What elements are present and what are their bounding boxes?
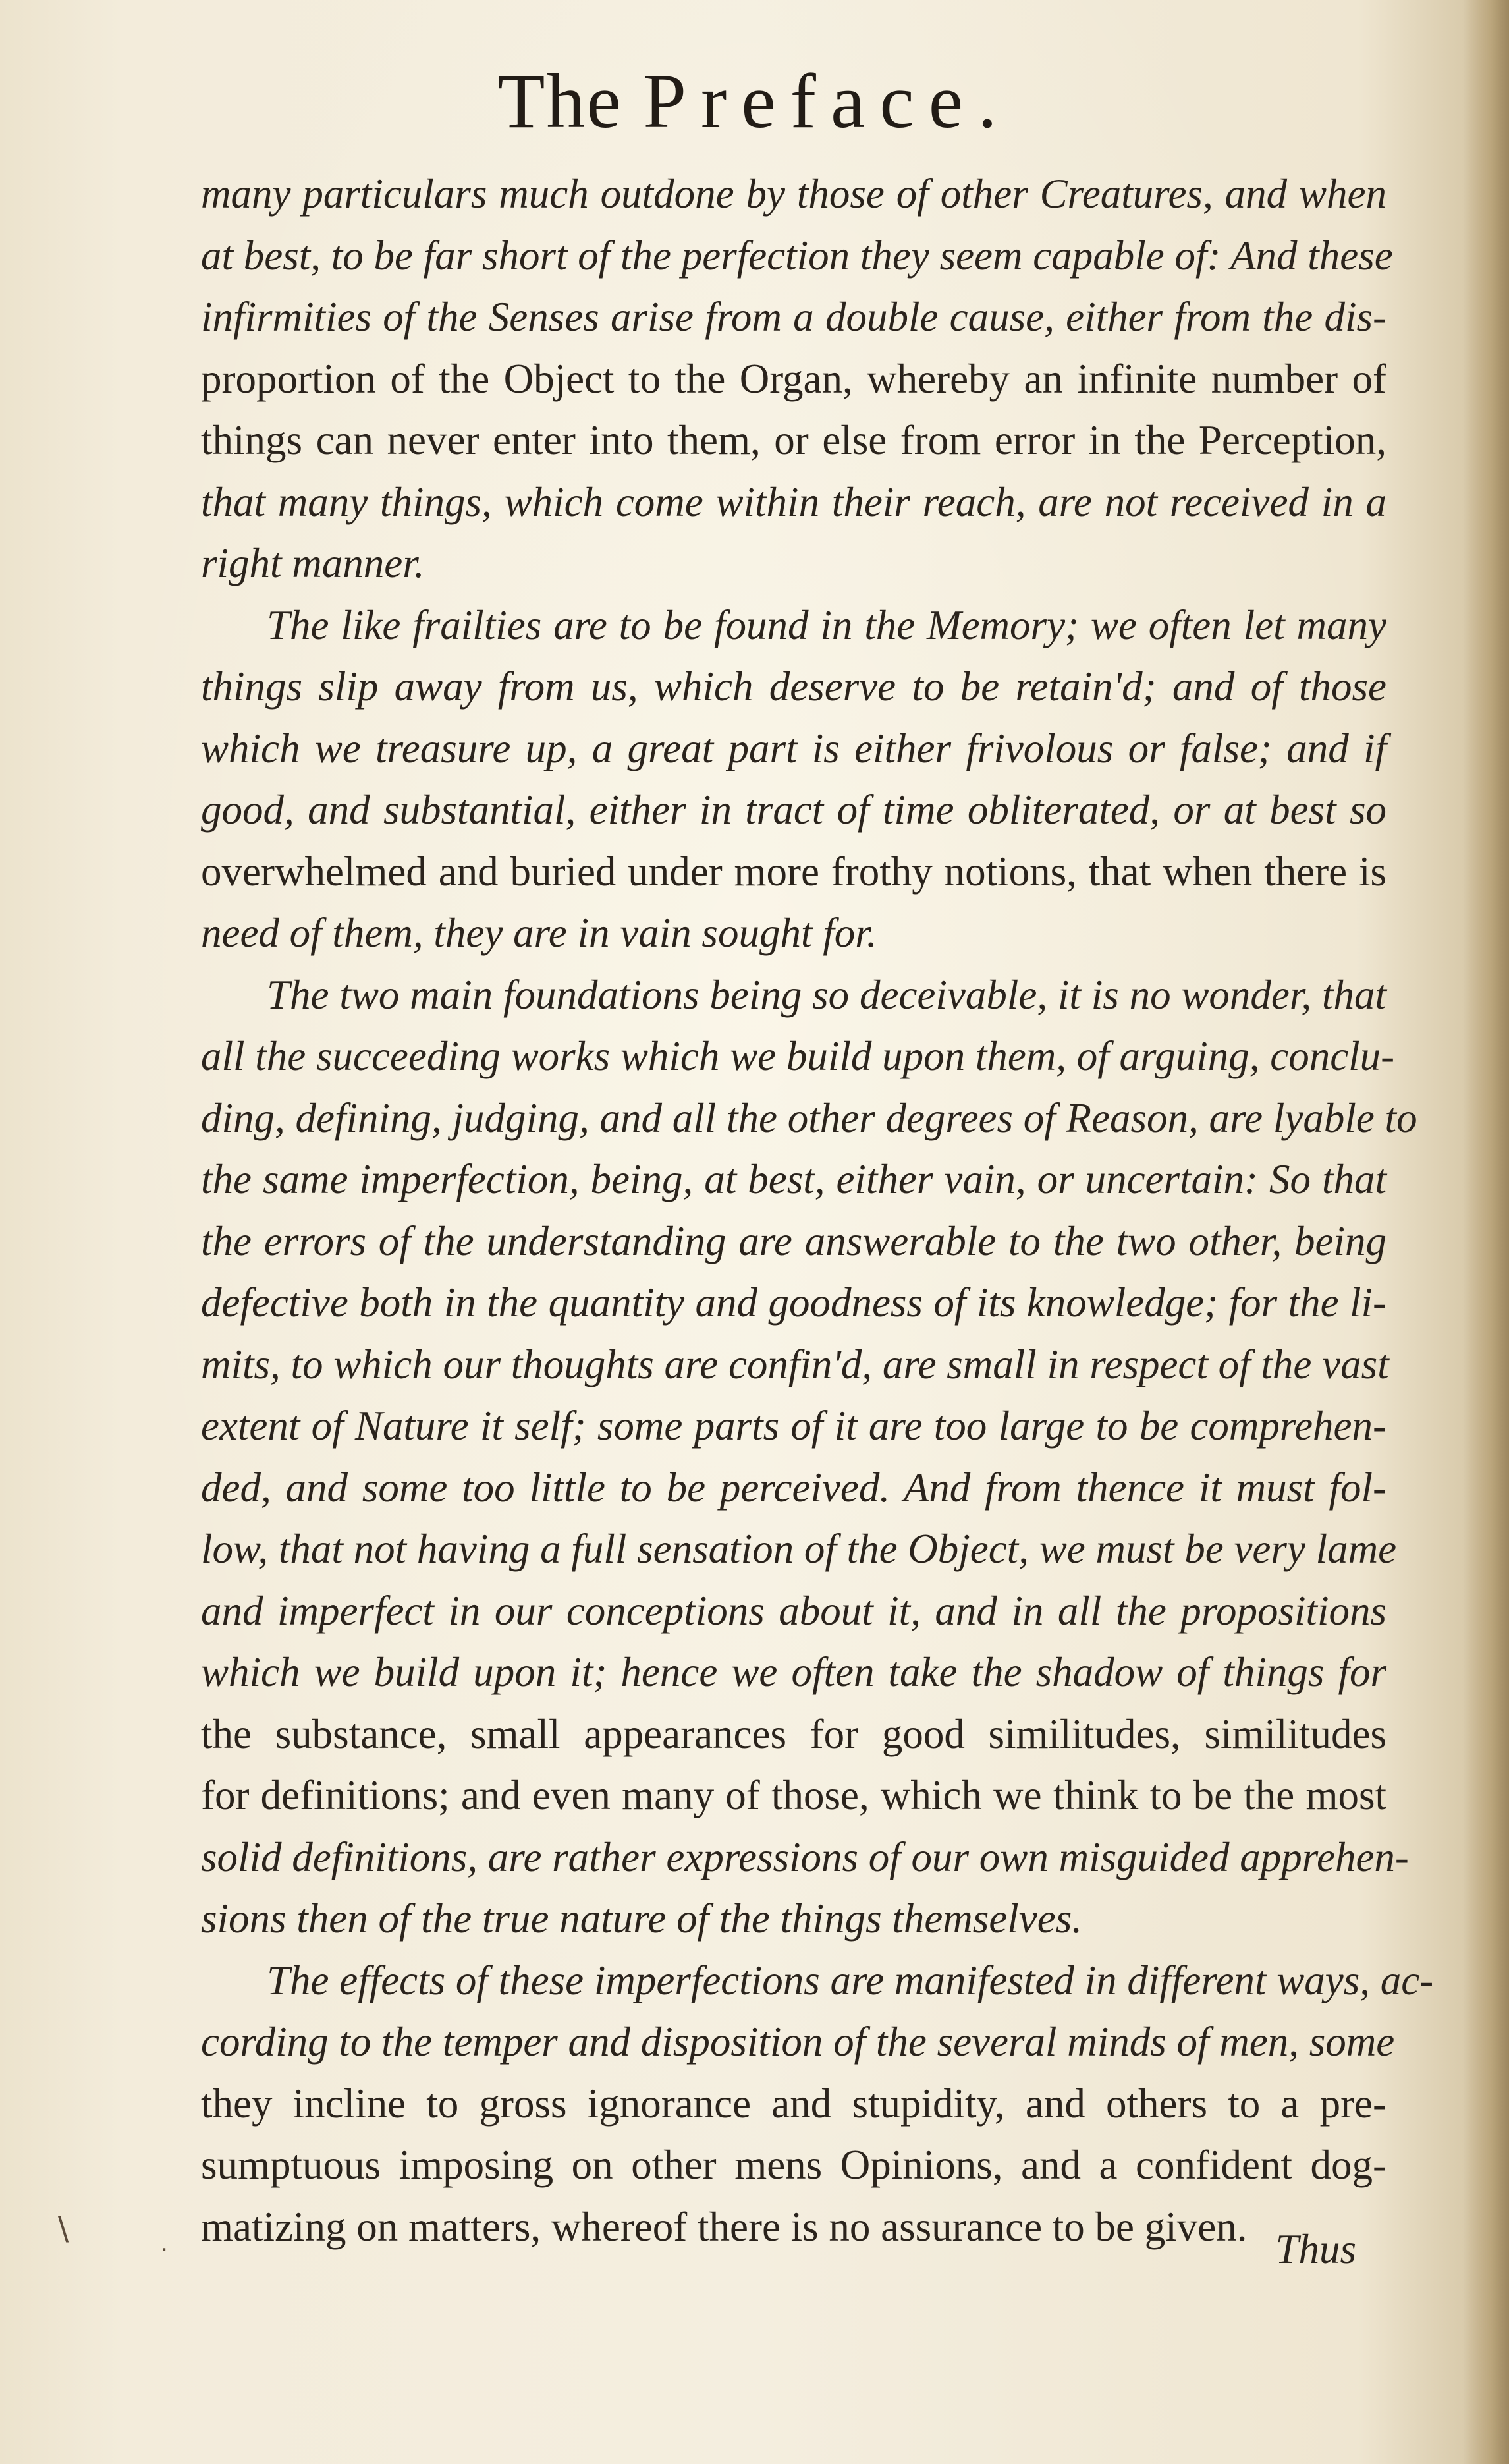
text-line: and imperfect in our conceptions about it, and in all the propositions [201,1587,1386,1634]
text-line: overwhelmed and buried under more frothy notions, that when there is [201,848,1386,895]
running-head [0,58,1509,144]
text-line: sions then of the true nature of the things themselves. [201,1895,1082,1942]
text-line: which we treasure up, a great part is either frivolous or false; and if [201,725,1386,771]
text-line: they incline to gross ignorance and stupidity, and others to a pre- [201,2080,1386,2127]
text-line: the substance, small appearances for good similitudes, similitudes [201,1710,1386,1757]
paragraph-start-line: The like frailties are to be found in the Memory; we often let many [267,602,1386,648]
page-edge-shadow [1463,0,1509,2464]
text-line: infirmities of the Senses arise from a double cause, either from the dis- [201,294,1386,340]
text-line: defective both in the quantity and goodness of its knowledge; for the li- [201,1279,1386,1326]
text-line: many particulars much outdone by those of other Creatures, and when [201,171,1386,217]
text-line: matizing on matters, whereof there is no assurance to be given. [201,2203,1248,2250]
text-line: right manner. [201,540,425,586]
text-line: cording to the temper and disposition of the several minds of men, some [201,2019,1395,2065]
running-head-preface: Preface. [643,58,1012,144]
margin-stroke-mark: \ [58,2210,69,2247]
text-line: the same imperfection, being, at best, either vain, or uncertain: So that [201,1156,1386,1202]
text-line: proportion of the Object to the Organ, whereby an infinite number of [201,355,1386,402]
text-line: that many things, which come within their reach, are not received in a [201,478,1386,525]
text-line: solid definitions, are rather expressions of our own misguided apprehen- [201,1834,1409,1880]
text-line: which we build upon it; hence we often take the shadow of things for [201,1649,1386,1695]
text-line: things can never enter into them, or else from error in the Perception, [201,417,1386,463]
body-text [201,163,1434,2258]
text-line: ded, and some too little to be perceived. And from thence it must fol- [201,1464,1386,1511]
text-line: extent of Nature it self; some parts of it are too large to be comprehen- [201,1403,1386,1449]
text-line: at best, to be far short of the perfection they seem capable of: And these [201,232,1393,279]
paragraph-start-line: The effects of these imperfections are manifested in different ways, ac- [267,1957,1434,2003]
text-line: low, that not having a full sensation of the Object, we must be very lame [201,1526,1397,1572]
text-line: for definitions; and even many of those, which we think to be the most [201,1772,1386,1818]
text-line: sumptuous imposing on other mens Opinions, and a confident dog- [201,2142,1386,2188]
margin-dot-mark: · [161,2237,168,2263]
running-head-the: The [497,58,644,144]
text-line: good, and substantial, either in tract of time obliterated, or at best so [201,787,1386,833]
text-line: all the succeeding works which we build upon them, of arguing, conclu- [201,1033,1395,1079]
text-line: things slip away from us, which deserve to be retain'd; and of those [201,663,1386,710]
text-line: ding, defining, judging, and all the other degrees of Reason, are lyable to [201,1094,1417,1141]
catchword: Thus [1275,2226,1356,2272]
text-line: mits, to which our thoughts are confin'd, are small in respect of the vast [201,1341,1389,1387]
text-line: need of them, they are in vain sought for. [201,910,877,956]
text-line: the errors of the understanding are answerable to the two other, being [201,1218,1386,1264]
paragraph-start-line: The two main foundations being so deceivable, it is no wonder, that [267,971,1386,1018]
